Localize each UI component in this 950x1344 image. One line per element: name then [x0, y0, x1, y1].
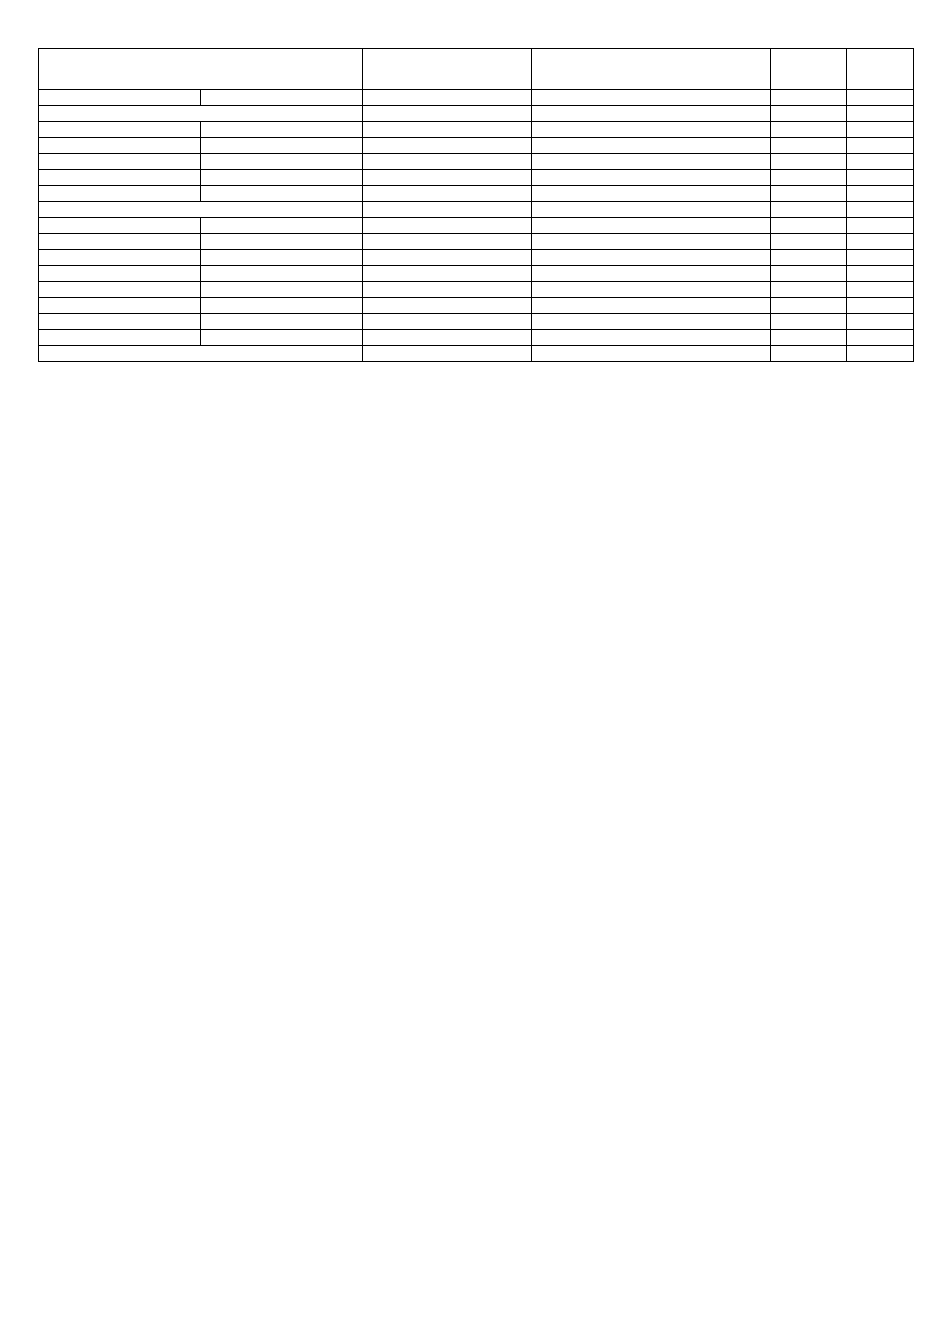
cell-index — [847, 314, 914, 330]
cell-index — [847, 90, 914, 106]
cell-interface — [363, 234, 532, 250]
cell-interface — [363, 298, 532, 314]
cell-interface — [363, 314, 532, 330]
cell-interface — [363, 282, 532, 298]
cell-content — [532, 202, 771, 218]
cell-index — [847, 250, 914, 266]
cell-index — [847, 154, 914, 170]
cell-interface — [363, 346, 532, 362]
cell-item — [201, 138, 363, 154]
cost-table — [38, 48, 914, 362]
cell-area — [771, 298, 847, 314]
cell-content — [532, 122, 771, 138]
header-row — [39, 49, 914, 90]
cell-category — [39, 122, 201, 138]
cell-area — [771, 282, 847, 298]
table-row — [39, 170, 914, 186]
table-row — [39, 186, 914, 202]
cell-index — [847, 218, 914, 234]
table-row — [39, 90, 914, 106]
cell-category — [39, 154, 201, 170]
cell-category — [39, 170, 201, 186]
cell-content — [532, 330, 771, 346]
cell-area — [771, 170, 847, 186]
cell-area — [771, 330, 847, 346]
cell-content — [532, 314, 771, 330]
cell-content — [532, 90, 771, 106]
table-row — [39, 122, 914, 138]
cell-content — [532, 250, 771, 266]
cell-category — [39, 282, 201, 298]
cell-index — [847, 282, 914, 298]
cell-index — [847, 122, 914, 138]
cell-item — [201, 122, 363, 138]
cell-interface — [363, 106, 532, 122]
table-row — [39, 346, 914, 362]
cell-category — [39, 138, 201, 154]
cell-interface — [363, 250, 532, 266]
cell-content — [532, 346, 771, 362]
cell-category — [39, 106, 363, 122]
header-index — [847, 49, 914, 90]
cell-interface — [363, 170, 532, 186]
table-row — [39, 282, 914, 298]
cell-content — [532, 218, 771, 234]
cell-index — [847, 170, 914, 186]
cell-item — [201, 234, 363, 250]
cell-item — [201, 330, 363, 346]
cell-area — [771, 122, 847, 138]
cell-category — [39, 202, 363, 218]
table-row — [39, 154, 914, 170]
cell-area — [771, 234, 847, 250]
cell-category — [39, 266, 201, 282]
cell-item — [201, 154, 363, 170]
cell-item — [201, 218, 363, 234]
cell-index — [847, 138, 914, 154]
cell-content — [532, 138, 771, 154]
cell-content — [532, 186, 771, 202]
cell-index — [847, 106, 914, 122]
cell-content — [532, 106, 771, 122]
cell-item — [201, 298, 363, 314]
table-row — [39, 250, 914, 266]
cell-interface — [363, 138, 532, 154]
cell-content — [532, 298, 771, 314]
cell-category — [39, 314, 201, 330]
cell-interface — [363, 202, 532, 218]
cell-item — [201, 170, 363, 186]
cell-category — [39, 330, 201, 346]
cell-category — [39, 234, 201, 250]
header-content — [532, 49, 771, 90]
table-row — [39, 106, 914, 122]
cell-category — [39, 218, 201, 234]
table-row — [39, 314, 914, 330]
cell-category — [39, 250, 201, 266]
table-row — [39, 330, 914, 346]
cell-index — [847, 266, 914, 282]
cell-interface — [363, 186, 532, 202]
cell-interface — [363, 266, 532, 282]
cell-interface — [363, 218, 532, 234]
cell-category — [39, 90, 201, 106]
header-interface — [363, 49, 532, 90]
cell-index — [847, 346, 914, 362]
cell-area — [771, 138, 847, 154]
cell-area — [771, 90, 847, 106]
cell-area — [771, 266, 847, 282]
cell-area — [771, 106, 847, 122]
cell-area — [771, 250, 847, 266]
cell-index — [847, 330, 914, 346]
cell-item — [201, 186, 363, 202]
cell-index — [847, 186, 914, 202]
cell-index — [847, 234, 914, 250]
cell-area — [771, 186, 847, 202]
cell-category — [39, 346, 363, 362]
table-row — [39, 202, 914, 218]
cell-item — [201, 266, 363, 282]
cell-area — [771, 202, 847, 218]
table-row — [39, 266, 914, 282]
cell-interface — [363, 330, 532, 346]
header-subject — [39, 49, 363, 90]
cell-category — [39, 298, 201, 314]
cell-item — [201, 90, 363, 106]
table-row — [39, 138, 914, 154]
cell-index — [847, 298, 914, 314]
cell-category — [39, 186, 201, 202]
table-row — [39, 234, 914, 250]
table-row — [39, 218, 914, 234]
cell-content — [532, 234, 771, 250]
cell-content — [532, 266, 771, 282]
cell-interface — [363, 154, 532, 170]
cell-area — [771, 154, 847, 170]
table-body — [39, 90, 914, 362]
cell-area — [771, 346, 847, 362]
header-area — [771, 49, 847, 90]
cell-item — [201, 314, 363, 330]
table-row — [39, 298, 914, 314]
cell-area — [771, 314, 847, 330]
cell-content — [532, 282, 771, 298]
cell-item — [201, 250, 363, 266]
cell-interface — [363, 122, 532, 138]
cell-index — [847, 202, 914, 218]
cell-content — [532, 154, 771, 170]
cell-interface — [363, 90, 532, 106]
cell-item — [201, 282, 363, 298]
cell-area — [771, 218, 847, 234]
cell-content — [532, 170, 771, 186]
